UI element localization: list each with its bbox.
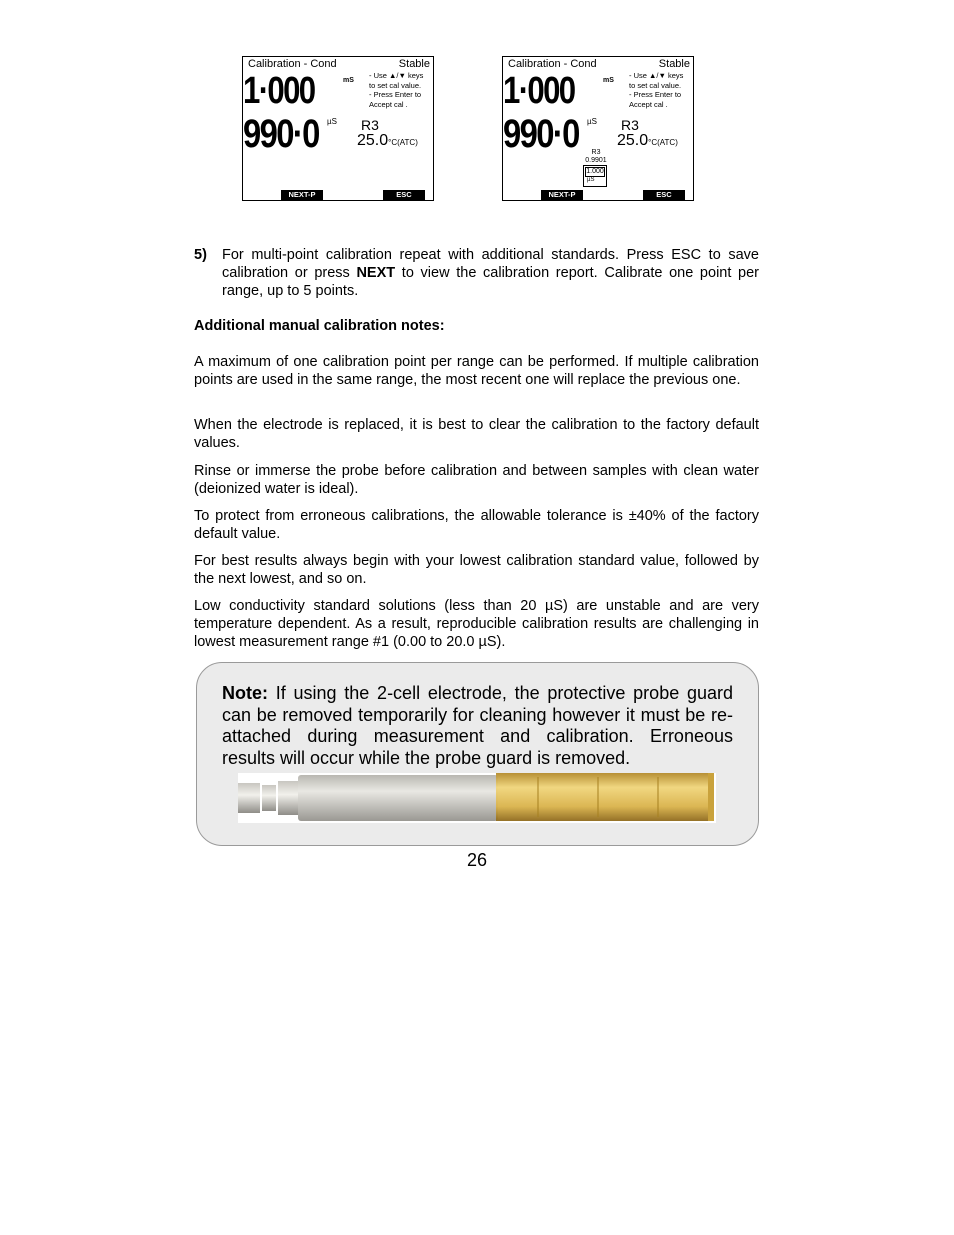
page-number: 26 bbox=[466, 850, 488, 870]
next-p-softkey[interactable]: NEXT-P bbox=[541, 190, 583, 200]
cal-unit: mS bbox=[343, 77, 354, 84]
instruction-line: to set cal value. bbox=[629, 80, 682, 90]
instruction-line: Accept cal . bbox=[369, 99, 408, 109]
temperature bbox=[617, 132, 678, 150]
probe-guard-image bbox=[238, 773, 716, 823]
paragraph: Rinse or immerse the probe before calibration and between samples with clean water (deionized water is ideal). bbox=[194, 463, 759, 497]
note-label: Note: bbox=[222, 683, 268, 703]
stable-status: Stable bbox=[398, 58, 430, 70]
cal-value: 1·000 bbox=[503, 70, 575, 112]
step-text-bold: NEXT bbox=[356, 265, 396, 281]
note-text bbox=[222, 683, 733, 769]
instructions bbox=[629, 71, 694, 109]
report-box-value: 1.000 bbox=[586, 168, 604, 175]
temperature bbox=[357, 132, 418, 150]
stable-status: Stable bbox=[658, 58, 690, 70]
step-text-b: to view the calibration report. Calibrate one point per range, up to 5 points. bbox=[222, 265, 760, 299]
reading-value: 990·0 bbox=[503, 112, 579, 156]
temperature-unit: °C(ATC) bbox=[388, 138, 418, 147]
temperature-value: 25.0 bbox=[357, 132, 389, 149]
esc-softkey[interactable]: ESC bbox=[383, 190, 425, 200]
reading-unit: µS bbox=[587, 117, 597, 126]
paragraph: A maximum of one calibration point per range can be performed. If multiple calibration points are used in the same range, the most recent one will replace the previous one. bbox=[194, 354, 759, 388]
temperature-unit: °C(ATC) bbox=[648, 138, 678, 147]
instruction-line: Accept cal . bbox=[629, 99, 668, 109]
instruction-line: - Use ▲/▼ keys bbox=[629, 71, 684, 80]
paragraph: Low conductivity standard solutions (less than 20 µS) are unstable and are very temperature dependent. As a result, reproducible calibration results are challenging in lowest measurement range #1 (0.00 to 20.0 µS). bbox=[194, 598, 759, 650]
paragraph: When the electrode is replaced, it is best to clear the calibration to the factory default values. bbox=[194, 417, 759, 451]
screen-title: Calibration - Cond bbox=[508, 58, 597, 70]
note-box bbox=[196, 662, 759, 846]
esc-softkey[interactable]: ESC bbox=[643, 190, 685, 200]
report-value: 0.9901 bbox=[585, 157, 607, 164]
calibration-screen-1 bbox=[242, 56, 434, 201]
range-label: R3 bbox=[621, 117, 639, 133]
cal-value: 1·000 bbox=[243, 70, 315, 112]
note-body: If using the 2-cell electrode, the protective probe guard can be removed temporarily for cleaning however it must be re-attached during measurement and calibration. Erroneous results will occur while the probe guard is removed. bbox=[222, 683, 733, 768]
instructions bbox=[369, 71, 434, 109]
report-range: R3 bbox=[591, 149, 601, 156]
paragraph: To protect from erroneous calibrations, the allowable tolerance is ±40% of the factory default value. bbox=[194, 508, 759, 542]
instruction-line: - Press Enter to bbox=[369, 90, 422, 99]
temperature-value: 25.0 bbox=[617, 132, 649, 149]
paragraph: For best results always begin with your lowest calibration standard value, followed by the next lowest, and so on. bbox=[194, 553, 759, 587]
step-text-a: For multi-point calibration repeat with additional standards. Press ESC to save calibration or press bbox=[222, 247, 759, 281]
reading-value: 990·0 bbox=[243, 112, 319, 156]
range-label: R3 bbox=[361, 117, 379, 133]
report-bar-icon bbox=[583, 165, 607, 187]
cal-unit: mS bbox=[603, 77, 614, 84]
calibration-report bbox=[581, 149, 611, 165]
instruction-line: - Use ▲/▼ keys bbox=[369, 71, 424, 80]
step-text bbox=[222, 246, 759, 300]
calibration-screen-2 bbox=[502, 56, 694, 201]
notes-heading: Additional manual calibration notes: bbox=[194, 318, 445, 334]
next-p-softkey[interactable]: NEXT-P bbox=[281, 190, 323, 200]
reading-unit: µS bbox=[327, 117, 337, 126]
screen-title: Calibration - Cond bbox=[248, 58, 337, 70]
step-number: 5) bbox=[194, 247, 207, 263]
step-5 bbox=[194, 246, 759, 300]
report-box-unit: µS bbox=[587, 177, 595, 183]
instruction-line: to set cal value. bbox=[369, 80, 422, 90]
instruction-line: - Press Enter to bbox=[629, 90, 682, 99]
